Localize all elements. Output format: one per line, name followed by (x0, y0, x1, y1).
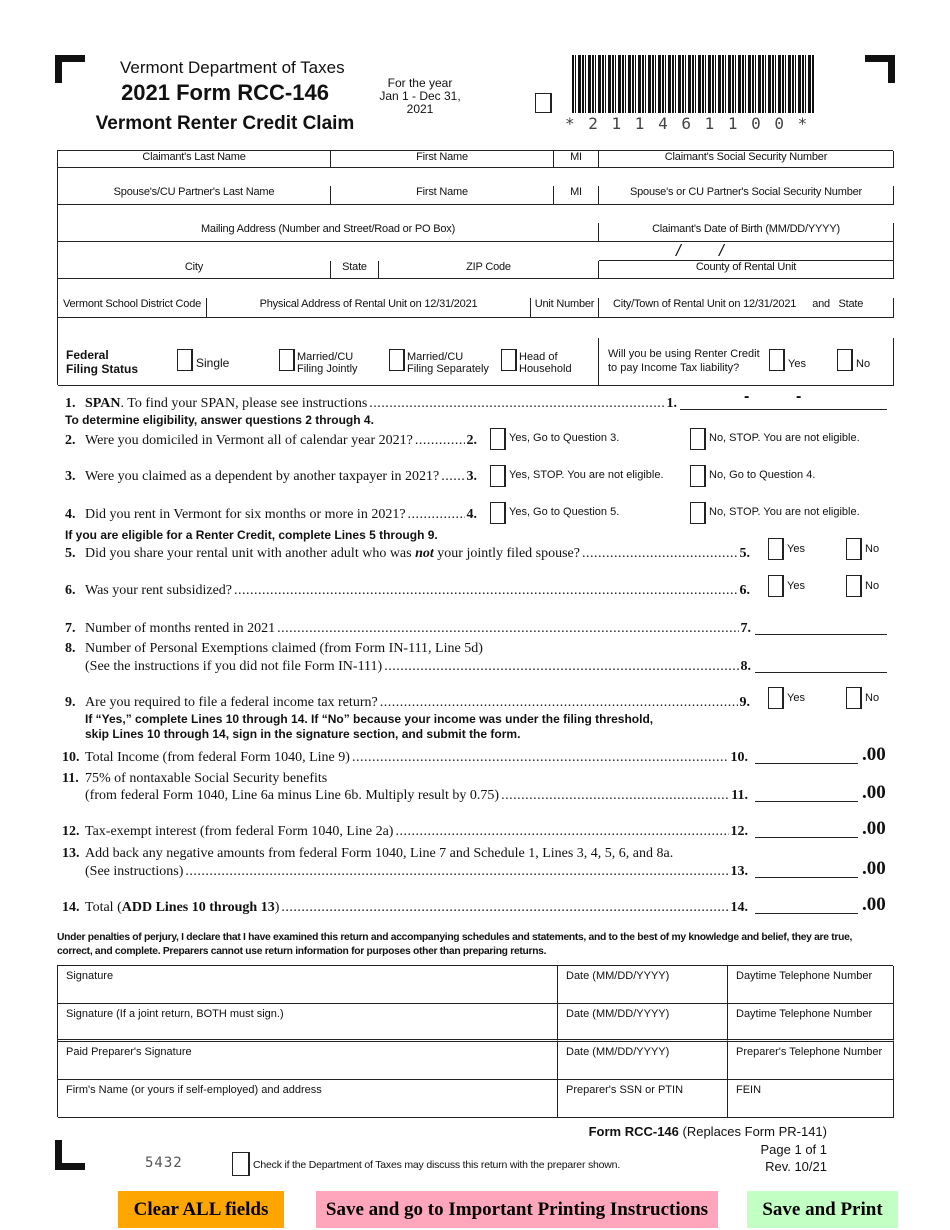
line-11-cents: .00 (862, 782, 886, 803)
label-spouse-first-name: First Name (331, 186, 554, 205)
spouse-ssn-input[interactable] (599, 205, 894, 223)
label-spouse-last-name: Spouse's/CU Partner's Last Name (58, 186, 331, 205)
line-9-note-2: skip Lines 10 through 14, sign in the signature section, and submit the form. (85, 727, 521, 741)
page-number: Page 1 of 1 (760, 1142, 827, 1157)
spouse-date-field[interactable]: Date (MM/DD/YYYY) (558, 1004, 728, 1042)
line-12-cents: .00 (862, 818, 886, 839)
line-5-no-checkbox[interactable] (846, 538, 862, 560)
line-11-cont: (from federal Form 1040, Line 6a minus Line 6b. Multiply result by 0.75) . . . 11. (85, 788, 748, 803)
renter-credit-yes-checkbox[interactable] (769, 349, 785, 371)
line-14-input[interactable] (755, 900, 858, 914)
line-9-yes-checkbox[interactable] (768, 687, 784, 709)
line-14-cents: .00 (862, 894, 886, 915)
married-jointly-label: Married/CU Filing Jointly (297, 351, 358, 375)
signature-field[interactable]: Signature (58, 966, 558, 1004)
single-checkbox[interactable] (177, 349, 193, 371)
form-id: Form RCC-146 (Replaces Form PR-141) (588, 1124, 827, 1139)
first-name-input[interactable] (331, 168, 554, 186)
line-3-no-checkbox[interactable] (690, 465, 706, 487)
registration-mark (55, 55, 62, 83)
renter-credit-yes-label: Yes (788, 358, 806, 370)
spouse-last-name-input[interactable] (58, 205, 331, 223)
label-and-state: and State (812, 298, 864, 310)
dob-input[interactable] (599, 242, 894, 261)
renter-credit-no-label: No (856, 358, 871, 370)
school-district-input[interactable] (58, 318, 207, 338)
line-9-note-1: If “Yes,” complete Lines 10 through 14. If “No” because your income was under the filing threshold, (85, 712, 654, 726)
discuss-with-preparer-label: Check if the Department of Taxes may discuss this return with the preparer shown. (253, 1159, 621, 1171)
label-first-name: First Name (331, 151, 554, 168)
line-8: 8. Number of Personal Exemptions claimed (from Form IN-111, Line 5d) (65, 641, 483, 656)
renter-credit-question: Will you be using Renter Credit to pay Income Tax liability? (608, 348, 760, 374)
head-of-household-label: Head of Household (519, 351, 572, 375)
line-6: 6. Was your rent subsidized? . . . 6. (65, 583, 750, 598)
line-3: 3. Were you claimed as a dependent by another taxpayer in 2021? . . . 3. (65, 469, 477, 484)
last-name-input[interactable] (58, 168, 331, 186)
registration-mark (55, 1163, 85, 1170)
label-town: City/Town of Rental Unit on 12/31/2021 (613, 298, 797, 310)
label-school-district: Vermont School District Code (58, 298, 207, 318)
label-unit-number: Unit Number (531, 298, 599, 318)
perjury-statement-2: correct, and complete. Preparers cannot use return information for purposes other than preparing returns. (57, 946, 547, 957)
form-name: Vermont Renter Credit Claim (95, 113, 355, 134)
city-input[interactable] (58, 279, 331, 298)
line-2-no-checkbox[interactable] (690, 428, 706, 450)
spouse-mi-input[interactable] (554, 205, 599, 223)
line-1: 1. SPAN . To find your SPAN, please see instructions . . . 1. (65, 396, 677, 411)
spouse-phone-field[interactable]: Daytime Telephone Number (728, 1004, 894, 1042)
renter-credit-group (599, 338, 894, 386)
line-4-yes-label: Yes, Go to Question 5. (509, 506, 620, 518)
rental-state-input[interactable] (827, 318, 894, 338)
physical-address-input[interactable] (207, 318, 531, 338)
preparer-signature-field[interactable]: Paid Preparer's Signature (58, 1042, 558, 1080)
save-and-go-to-printing-instructions-button[interactable]: Save and go to Important Printing Instructions (316, 1191, 718, 1228)
signature-table (57, 965, 893, 1117)
line-2-yes-checkbox[interactable] (490, 428, 506, 450)
barcode-number: * 2 1 1 4 6 1 1 0 0 * (565, 114, 810, 133)
barcode (572, 55, 815, 113)
discuss-with-preparer-checkbox[interactable] (232, 1152, 250, 1176)
line-3-yes-label: Yes, STOP. You are not eligible. (509, 469, 664, 481)
line-9-no-checkbox[interactable] (846, 687, 862, 709)
married-separately-label: Married/CU Filing Separately (407, 351, 489, 375)
label-last-name: Claimant's Last Name (58, 151, 331, 168)
line-13-cents: .00 (862, 858, 886, 879)
amended-checkbox[interactable] (535, 93, 552, 113)
line-10-input[interactable] (755, 750, 858, 764)
line-12-input[interactable] (755, 824, 858, 838)
single-label: Single (196, 356, 230, 370)
head-of-household-checkbox[interactable] (501, 349, 517, 371)
line-2-no-label: No, STOP. You are not eligible. (709, 432, 860, 444)
line-4-no-label: No, STOP. You are not eligible. (709, 506, 860, 518)
revision: Rev. 10/21 (765, 1159, 827, 1174)
line-9: 9. Are you required to file a federal income tax return? . . . 9. (65, 695, 750, 710)
label-mailing-address: Mailing Address (Number and Street/Road or PO Box) (58, 223, 599, 242)
ssn-input[interactable] (599, 168, 894, 186)
perjury-statement-1: Under penalties of perjury, I declare that I have examined this return and accompanying schedules and statements, and to the best of my knowledge and belief, they are true, (57, 932, 853, 943)
tax-year-line3: 2021 (406, 102, 434, 116)
line-13: 13. Add back any negative amounts from federal Form 1040, Line 7 and Schedule 1, Lines 3, 4, 5, 6, and 8a. (62, 846, 674, 861)
renter-credit-heading: If you are eligible for a Renter Credit, complete Lines 5 through 9. (65, 528, 438, 542)
rental-town-input[interactable] (599, 318, 827, 338)
line-7: 7. Number of months rented in 2021 . . . 7. (65, 621, 751, 636)
married-jointly-checkbox[interactable] (279, 349, 295, 371)
spouse-signature-field[interactable]: Signature (If a joint return, BOTH must sign.) (58, 1004, 558, 1042)
preparer-phone-field[interactable]: Preparer's Telephone Number (728, 1042, 894, 1080)
label-mi: MI (554, 151, 599, 168)
line-2-yes-label: Yes, Go to Question 3. (509, 432, 620, 444)
preparer-ssn-field[interactable]: Preparer's SSN or PTIN (558, 1080, 728, 1118)
registration-mark (888, 55, 895, 83)
line-6-no-label: No (865, 580, 880, 592)
dob-separator: / (719, 241, 724, 260)
preparer-date-field[interactable]: Date (MM/DD/YYYY) (558, 1042, 728, 1080)
spouse-first-name-input[interactable] (331, 205, 554, 223)
save-and-print-button[interactable]: Save and Print (747, 1191, 898, 1228)
mi-input[interactable] (554, 168, 599, 186)
line-10: 10. Total Income (from federal Form 1040, Line 9) . . . 10. (62, 750, 748, 765)
label-zip: ZIP Code (379, 261, 599, 279)
state-input[interactable] (331, 279, 379, 298)
line-4-no-checkbox[interactable] (690, 502, 706, 524)
span-separator: - (796, 388, 802, 405)
filing-status-group (58, 338, 599, 386)
line-5: 5. Did you share your rental unit with another adult who was not your jointly filed spouse? . . . 5. (65, 546, 750, 561)
line-8-input[interactable] (755, 659, 887, 673)
tax-year-line1: For the year (387, 76, 453, 90)
claimant-info-table (57, 150, 893, 385)
dob-separator: / (676, 241, 681, 260)
line-11: 11. 75% of nontaxable Social Security benefits (62, 771, 328, 786)
renter-credit-no-checkbox[interactable] (837, 349, 853, 371)
span-separator: - (744, 388, 750, 405)
eligibility-heading: To determine eligibility, answer questions 2 through 4. (65, 413, 374, 427)
zip-input[interactable] (379, 279, 599, 298)
filing-status-label: Federal Filing Status (66, 348, 138, 376)
county-input[interactable] (599, 279, 894, 298)
form-title: 2021 Form RCC-146 (121, 80, 329, 105)
tax-year-line2: Jan 1 - Dec 31, (379, 89, 461, 103)
daytime-phone-field[interactable]: Daytime Telephone Number (728, 966, 894, 1004)
label-town-state (599, 298, 894, 318)
line-5-yes-checkbox[interactable] (768, 538, 784, 560)
label-dob: Claimant's Date of Birth (MM/DD/YYYY) (599, 223, 894, 242)
span-input[interactable] (680, 388, 887, 410)
line-4-yes-checkbox[interactable] (490, 502, 506, 524)
line-3-yes-checkbox[interactable] (490, 465, 506, 487)
clear-all-fields-button[interactable]: Clear ALL fields (118, 1191, 284, 1228)
unit-number-input[interactable] (531, 318, 599, 338)
line-10-cents: .00 (862, 744, 886, 765)
line-11-input[interactable] (755, 788, 858, 802)
line-6-no-checkbox[interactable] (846, 575, 862, 597)
line-3-no-label: No, Go to Question 4. (709, 469, 816, 481)
married-separately-checkbox[interactable] (389, 349, 405, 371)
fein-field[interactable]: FEIN (728, 1080, 894, 1118)
line-14: 14. Total ( ADD Lines 10 through 13 ) . . . 14. (62, 900, 748, 915)
label-spouse-ssn: Spouse's or CU Partner's Social Security Number (599, 186, 894, 205)
mailing-address-input[interactable] (58, 242, 599, 261)
line-8-cont: (See the instructions if you did not file Form IN-111) . . . 8. (85, 659, 751, 674)
line-13-input[interactable] (755, 864, 858, 878)
form-code: 5432 (145, 1155, 183, 1171)
label-physical-address: Physical Address of Rental Unit on 12/31/2021 (207, 298, 531, 318)
agency-name: Vermont Department of Taxes (120, 58, 345, 77)
line-4: 4. Did you rent in Vermont for six months or more in 2021? . . . 4. (65, 507, 477, 522)
label-spouse-mi: MI (554, 186, 599, 205)
firm-name-field[interactable]: Firm's Name (or yours if self-employed) and address (58, 1080, 558, 1118)
line-5-no-label: No (865, 543, 880, 555)
line-5-yes-label: Yes (787, 543, 805, 555)
line-9-no-label: No (865, 692, 880, 704)
label-city: City (58, 261, 331, 279)
label-state: State (331, 261, 379, 279)
line-12: 12. Tax-exempt interest (from federal Form 1040, Line 2a) . . . 12. (62, 824, 748, 839)
line-7-input[interactable] (755, 621, 887, 635)
line-13-cont: (See instructions) . . . 13. (85, 864, 748, 879)
label-ssn: Claimant's Social Security Number (599, 151, 894, 168)
label-county: County of Rental Unit (599, 261, 894, 279)
line-6-yes-label: Yes (787, 580, 805, 592)
line-2: 2. Were you domiciled in Vermont all of calendar year 2021? . . . 2. (65, 433, 477, 448)
signature-date-field[interactable]: Date (MM/DD/YYYY) (558, 966, 728, 1004)
line-6-yes-checkbox[interactable] (768, 575, 784, 597)
line-9-yes-label: Yes (787, 692, 805, 704)
